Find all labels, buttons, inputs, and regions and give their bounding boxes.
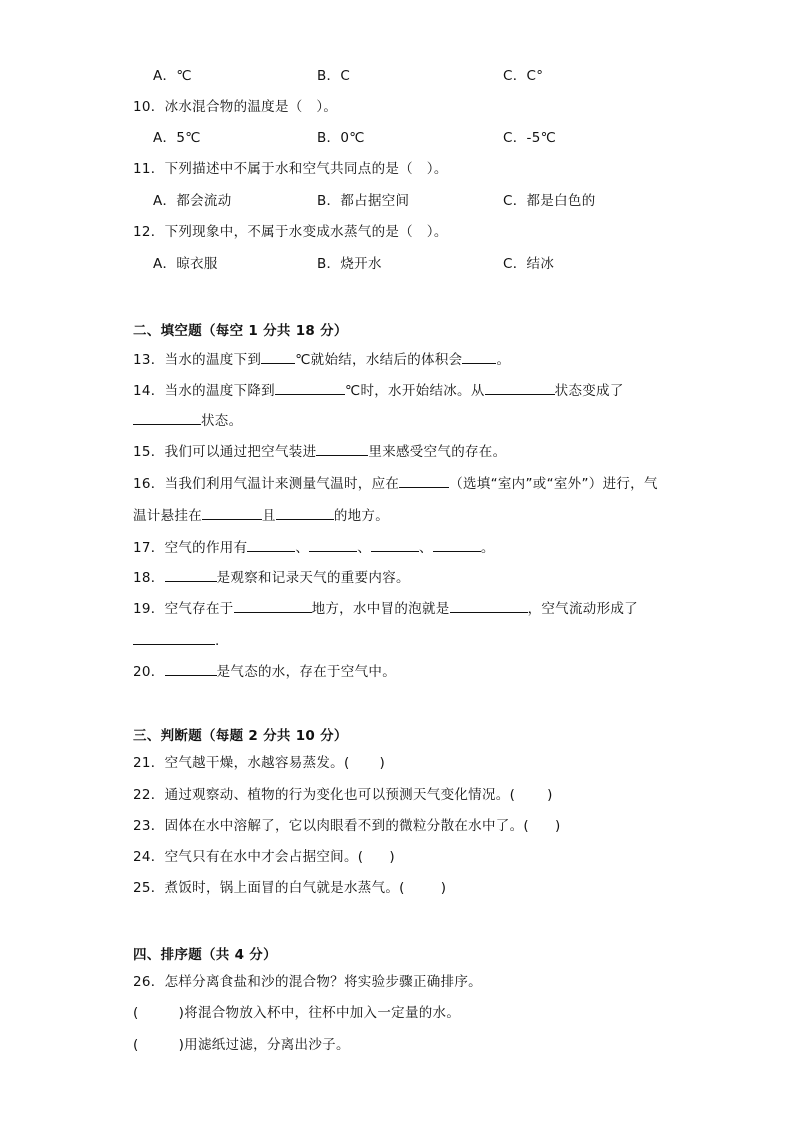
q13: 13．当水的温度下到 ℃就始结，水结后的体积会 。 <box>133 349 510 369</box>
q17: 17．空气的作用有 、 、 、 。 <box>133 537 495 557</box>
q16-blank-3[interactable] <box>276 505 334 520</box>
q24: 24．空气只有在水中才会占据空间。( ) <box>133 849 395 865</box>
q14-blank-2[interactable] <box>485 380 555 395</box>
section-ordering-title: 四、排序题（共 4 分） <box>133 947 277 963</box>
q10-option-a: A．5℃ <box>153 130 201 146</box>
q19-blank-3[interactable] <box>133 630 215 645</box>
q16-line-2: 温计悬挂在 且 的地方。 <box>133 505 389 525</box>
q15-blank[interactable] <box>316 441 368 456</box>
q15: 15．我们可以通过把空气装进 里来感受空气的存在。 <box>133 441 506 461</box>
q9-option-c: C．C° <box>503 68 544 84</box>
q17-blank-3[interactable] <box>371 537 419 552</box>
q11-option-c: C．都是白色的 <box>503 193 596 209</box>
q16-line-1: 16．当我们利用气温计来测量气温时，应在 （选填“室内”或“室外”）进行，气 <box>133 473 658 493</box>
q12-option-c: C．结冰 <box>503 256 555 272</box>
q26-step-2: ( )用滤纸过滤，分离出沙子。 <box>133 1037 350 1053</box>
q9-option-a: A．℃ <box>153 68 192 84</box>
q23: 23．固体在水中溶解了，它以肉眼看不到的微粒分散在水中了。( ) <box>133 818 561 834</box>
q21: 21．空气越干燥，水越容易蒸发。( ) <box>133 755 386 771</box>
q25: 25．煮饭时，锅上面冒的白气就是水蒸气。( ) <box>133 880 447 896</box>
q12-option-a: A．晾衣服 <box>153 256 218 272</box>
q11-option-a: A．都会流动 <box>153 193 232 209</box>
q20: 20． 是气态的水，存在于空气中。 <box>133 661 396 681</box>
q14-line-1: 14．当水的温度下降到 ℃时，水开始结冰。从 状态变成了 <box>133 380 624 400</box>
q10-option-c: C．-5℃ <box>503 130 557 146</box>
q12-option-b: B．烧开水 <box>317 256 382 272</box>
q17-blank-4[interactable] <box>433 537 481 552</box>
q26-stem: 26．怎样分离食盐和沙的混合物？将实验步骤正确排序。 <box>133 974 482 990</box>
section-fill-blank-title: 二、填空题（每空 1 分共 18 分） <box>133 323 348 339</box>
q26-step-1: ( )将混合物放入杯中，往杯中加入一定量的水。 <box>133 1005 461 1021</box>
q12-stem: 12．下列现象中，不属于水变成水蒸气的是（ ）。 <box>133 224 448 240</box>
q14-blank-3[interactable] <box>133 410 201 425</box>
q11-stem: 11．下列描述中不属于水和空气共同点的是（ ）。 <box>133 161 448 177</box>
q13-blank-2[interactable] <box>462 349 496 364</box>
q18: 18． 是观察和记录天气的重要内容。 <box>133 567 410 587</box>
q17-blank-2[interactable] <box>309 537 357 552</box>
q13-blank-1[interactable] <box>261 349 295 364</box>
q16-blank-1[interactable] <box>399 473 449 488</box>
q20-blank[interactable] <box>165 661 217 676</box>
q14-blank-1[interactable] <box>275 380 345 395</box>
q16-blank-2[interactable] <box>202 505 262 520</box>
q22: 22．通过观察动、植物的行为变化也可以预测天气变化情况。( ) <box>133 787 553 803</box>
q11-option-b: B．都占据空间 <box>317 193 410 209</box>
q19-line-2: . <box>133 630 220 650</box>
q10-stem: 10．冰水混合物的温度是（ ）。 <box>133 99 338 115</box>
q19-blank-2[interactable] <box>450 598 528 613</box>
q9-option-b: B．C <box>317 68 351 84</box>
q19-line-1: 19．空气存在于 地方，水中冒的泡就是 ，空气流动形成了 <box>133 598 638 618</box>
q10-option-b: B．0℃ <box>317 130 365 146</box>
q17-blank-1[interactable] <box>247 537 295 552</box>
section-true-false-title: 三、判断题（每题 2 分共 10 分） <box>133 728 348 744</box>
q18-blank[interactable] <box>165 567 217 582</box>
q19-blank-1[interactable] <box>234 598 312 613</box>
q14-line-2: 状态。 <box>133 410 242 430</box>
